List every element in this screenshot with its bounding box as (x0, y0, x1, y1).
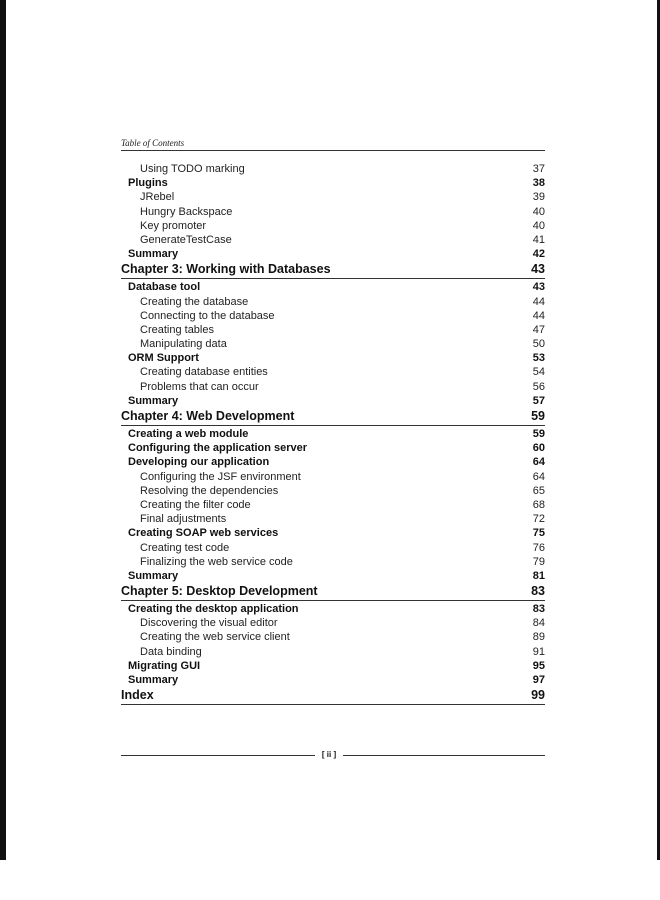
toc-subsection-entry (121, 616, 545, 630)
toc-entry-page: 53 (532, 352, 545, 365)
toc-subsection-entry (121, 309, 545, 323)
toc-subsection-entry (121, 630, 545, 644)
toc-subsection-entry (121, 484, 545, 498)
toc-chapter-entry (121, 583, 545, 601)
toc-section-entry (121, 602, 545, 616)
toc-entry-page: 64 (532, 456, 545, 469)
toc-entry-title: Summary (128, 569, 179, 582)
page-footer (121, 749, 545, 761)
toc-entry-title: Configuring the application server (128, 442, 308, 455)
toc-subsection-entry (121, 190, 545, 204)
toc-entry-page: 37 (532, 163, 545, 175)
toc-section-entry (121, 280, 545, 294)
toc-entry-title: Creating the database (140, 295, 249, 308)
toc-entry-page: 59 (531, 409, 545, 423)
toc-entry-title: Using TODO marking (140, 163, 245, 175)
toc-entry-page: 79 (532, 555, 545, 568)
toc-entry-title: Hungry Backspace (140, 205, 233, 218)
toc-entry-page: 44 (532, 309, 545, 322)
toc-entry-page: 64 (532, 470, 545, 483)
toc-section-entry (121, 455, 545, 469)
toc-entry-title: Chapter 3: Working with Databases (121, 262, 331, 277)
toc-entry-title: Problems that can occur (140, 380, 259, 393)
toc-subsection-entry (121, 219, 545, 233)
toc-entry-title: Final adjustments (140, 513, 227, 526)
toc-entry-title: Creating SOAP web services (128, 527, 279, 540)
toc-entry-title: Migrating GUI (128, 659, 201, 672)
toc-entry-page: 38 (532, 177, 545, 190)
toc-entry-page: 75 (532, 527, 545, 540)
toc-entry-title: Creating the filter code (140, 498, 251, 511)
toc-entry-page: 40 (532, 219, 545, 232)
toc-subsection-entry (121, 555, 545, 569)
toc-entry-page: 84 (532, 617, 545, 630)
toc-entry-page: 56 (532, 380, 545, 393)
toc-entry-title: Resolving the dependencies (140, 484, 279, 497)
toc-section-entry (121, 247, 545, 261)
footer-rule-right (343, 755, 545, 756)
toc-subsection-entry (121, 498, 545, 512)
toc-entry-title: JRebel (140, 191, 175, 204)
toc-subsection-entry (121, 365, 545, 379)
toc-entry-page: 42 (532, 248, 545, 261)
toc-entry-page: 91 (532, 645, 545, 658)
toc-section-entry (121, 673, 545, 687)
toc-entry-title: Key promoter (140, 219, 207, 232)
toc-subsection-entry (121, 380, 545, 394)
toc-entry-page: 65 (532, 484, 545, 497)
toc-chapter-entry (121, 687, 545, 705)
toc-chapter-entry (121, 408, 545, 426)
toc-subsection-entry (121, 645, 545, 659)
toc-entry-title: Developing our application (128, 456, 270, 469)
toc-entry-page: 72 (532, 513, 545, 526)
toc-entry-page: 97 (532, 674, 545, 686)
toc-entry-page: 57 (532, 394, 545, 407)
toc-subsection-entry (121, 205, 545, 219)
toc-entry-title: Configuring the JSF environment (140, 470, 301, 483)
toc-entry-title: Creating test code (140, 541, 230, 554)
toc-entry-page: 41 (532, 233, 545, 246)
toc-section-entry (121, 659, 545, 673)
toc-entry-page: 83 (532, 603, 545, 616)
toc-entry-page: 68 (532, 498, 545, 511)
toc-section-entry (121, 176, 545, 190)
toc-subsection-entry (121, 541, 545, 555)
toc-entry-page: 95 (532, 659, 545, 672)
toc-entry-title: Finalizing the web service code (140, 555, 293, 568)
toc-entry-title: GenerateTestCase (140, 233, 232, 246)
toc-entry-title: Discovering the visual editor (140, 617, 278, 630)
toc-entry-title: Creating database entities (140, 366, 268, 379)
toc-subsection-entry (121, 323, 545, 337)
toc-entry-page: 39 (532, 191, 545, 204)
toc-entry-page: 44 (532, 295, 545, 308)
toc-entry-page: 81 (532, 569, 545, 582)
toc-subsection-entry (121, 295, 545, 309)
toc-entry-title: Manipulating data (140, 338, 227, 351)
toc-entry-title: Summary (128, 248, 179, 261)
table-of-contents (121, 162, 545, 705)
toc-section-entry (121, 427, 545, 441)
toc-section-entry (121, 351, 545, 365)
toc-entry-page: 50 (532, 338, 545, 351)
toc-entry-page: 59 (532, 428, 545, 440)
page-number: [ ii ] (321, 750, 337, 759)
toc-entry-page: 99 (531, 688, 545, 703)
toc-section-entry (121, 569, 545, 583)
toc-entry-page: 40 (532, 205, 545, 218)
toc-entry-title: Index (121, 688, 154, 703)
running-head: Table of Contents (121, 137, 545, 151)
toc-entry-title: Connecting to the database (140, 309, 275, 322)
toc-entry-title: Summary (128, 674, 179, 686)
toc-entry-page: 43 (531, 262, 545, 277)
toc-entry-page: 76 (532, 541, 545, 554)
toc-entry-title: Summary (128, 394, 179, 407)
toc-entry-page: 83 (531, 584, 545, 599)
left-edge-border (0, 0, 6, 860)
toc-subsection-entry (121, 162, 545, 176)
toc-entry-title: Data binding (140, 645, 202, 658)
toc-entry-title: Plugins (128, 177, 168, 190)
toc-entry-page: 47 (532, 323, 545, 336)
toc-entry-title: Chapter 5: Desktop Development (121, 584, 318, 599)
toc-section-entry (121, 526, 545, 540)
document-page (121, 137, 545, 706)
toc-section-entry (121, 394, 545, 408)
toc-entry-title: Creating the desktop application (128, 603, 299, 616)
toc-subsection-entry (121, 470, 545, 484)
toc-entry-page: 43 (532, 281, 545, 294)
toc-subsection-entry (121, 337, 545, 351)
toc-entry-title: Creating a web module (128, 428, 249, 440)
toc-subsection-entry (121, 512, 545, 526)
toc-entry-title: Creating tables (140, 323, 214, 336)
toc-subsection-entry (121, 233, 545, 247)
toc-entry-page: 54 (532, 366, 545, 379)
toc-entry-title: ORM Support (128, 352, 199, 365)
toc-entry-page: 60 (532, 442, 545, 455)
toc-section-entry (121, 441, 545, 455)
toc-chapter-entry (121, 261, 545, 279)
footer-rule-left (121, 755, 315, 756)
toc-entry-title: Creating the web service client (140, 631, 290, 644)
toc-entry-title: Chapter 4: Web Development (121, 409, 295, 423)
toc-entry-page: 89 (532, 631, 545, 644)
toc-entry-title: Database tool (128, 281, 201, 294)
